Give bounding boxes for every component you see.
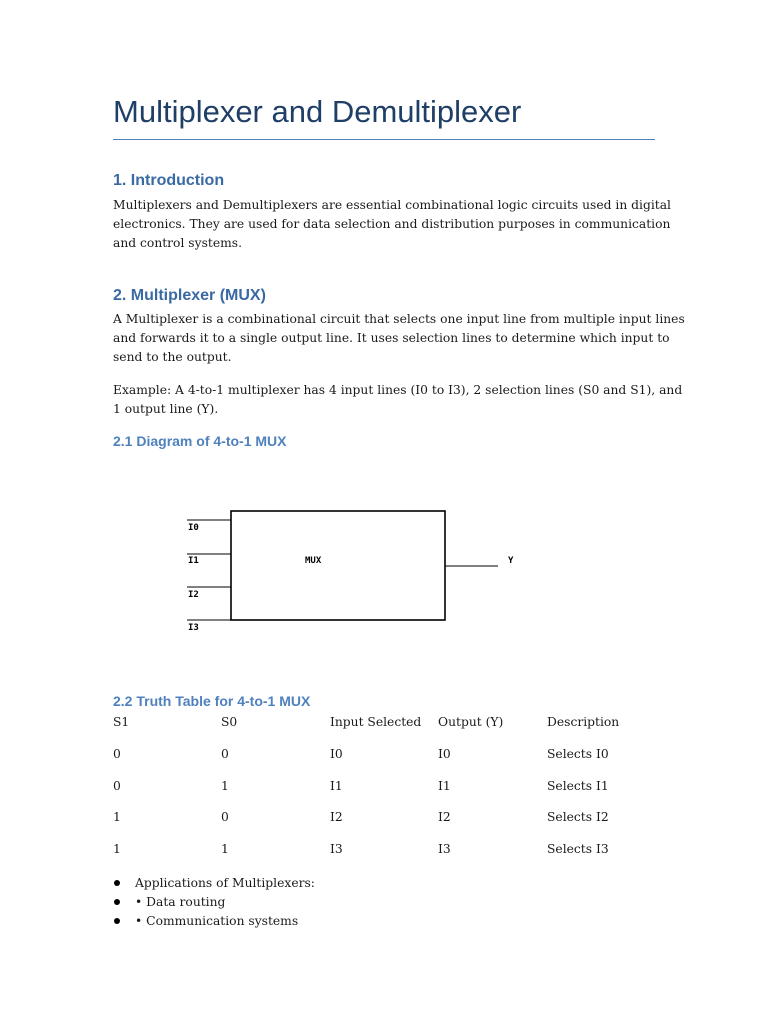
list-item — [113, 911, 315, 930]
table-header-cell: S1 — [113, 715, 130, 729]
mux-paragraph — [113, 310, 685, 367]
input-label-i3: I3 — [188, 623, 199, 633]
table-cell: I1 — [438, 779, 451, 793]
input-label-i1: I1 — [188, 556, 199, 566]
input-label-i2: I2 — [188, 590, 199, 600]
mux-line: and forwards it to a single output line. It uses selection lines to determine which input to — [113, 331, 670, 345]
table-cell: I3 — [330, 842, 343, 856]
title-divider — [113, 139, 655, 140]
table-cell: 1 — [113, 810, 121, 824]
table-cell: I2 — [330, 810, 343, 824]
table-cell: I1 — [330, 779, 343, 793]
table-cell: 1 — [113, 842, 121, 856]
table-cell: 0 — [221, 810, 229, 824]
table-cell: Selects I0 — [547, 747, 609, 761]
list-item — [113, 873, 315, 892]
table-header-cell: Output (Y) — [438, 715, 504, 729]
table-cell: I0 — [330, 747, 343, 761]
input-label-i0: I0 — [188, 523, 199, 533]
table-cell: Selects I2 — [547, 810, 609, 824]
table-cell: 1 — [221, 842, 229, 856]
mux-diagram — [180, 500, 540, 640]
table-header-cell: Description — [547, 715, 620, 729]
applications-list — [113, 873, 315, 930]
list-item-text: Applications of Multiplexers: — [135, 875, 315, 890]
intro-line: and control systems. — [113, 236, 242, 250]
table-cell: I0 — [438, 747, 451, 761]
list-item — [113, 892, 315, 911]
mux-heading: 2. Multiplexer (MUX) — [113, 287, 266, 304]
table-header-cell: Input Selected — [330, 715, 422, 729]
intro-line: Multiplexers and Demultiplexers are essential combinational logic circuits used in digital — [113, 198, 671, 212]
output-label-y: Y — [508, 556, 514, 566]
table-cell: I3 — [438, 842, 451, 856]
mux-line: send to the output. — [113, 350, 232, 364]
table-cell: 0 — [113, 779, 121, 793]
table-header-cell: S0 — [221, 715, 238, 729]
mux-example-paragraph — [113, 381, 683, 419]
intro-line: electronics. They are used for data selection and distribution purposes in communication — [113, 217, 671, 231]
table-cell: Selects I3 — [547, 842, 609, 856]
mux-block-label: MUX — [305, 556, 322, 566]
truth-table-heading: 2.2 Truth Table for 4-to-1 MUX — [113, 693, 311, 709]
intro-paragraph — [113, 196, 671, 253]
mux-block — [231, 511, 445, 620]
bullet-icon — [114, 918, 120, 924]
example-line: 1 output line (Y). — [113, 402, 219, 416]
list-item-text: • Communication systems — [135, 913, 299, 928]
table-cell: 0 — [221, 747, 229, 761]
table-cell: Selects I1 — [547, 779, 609, 793]
table-cell: 1 — [221, 779, 229, 793]
example-line: Example: A 4-to-1 multiplexer has 4 input lines (I0 to I3), 2 selection lines (S0 and S1), and — [113, 383, 683, 397]
intro-heading: 1. Introduction — [113, 172, 225, 189]
mux-line: A Multiplexer is a combinational circuit that selects one input line from multiple input lines — [113, 312, 685, 326]
table-cell: I2 — [438, 810, 451, 824]
diagram-heading: 2.1 Diagram of 4-to-1 MUX — [113, 433, 287, 449]
list-item-text: • Data routing — [135, 894, 226, 909]
bullet-icon — [114, 899, 120, 905]
page-title: Multiplexer and Demultiplexer — [113, 94, 522, 129]
table-cell: 0 — [113, 747, 121, 761]
bullet-icon — [114, 880, 120, 886]
